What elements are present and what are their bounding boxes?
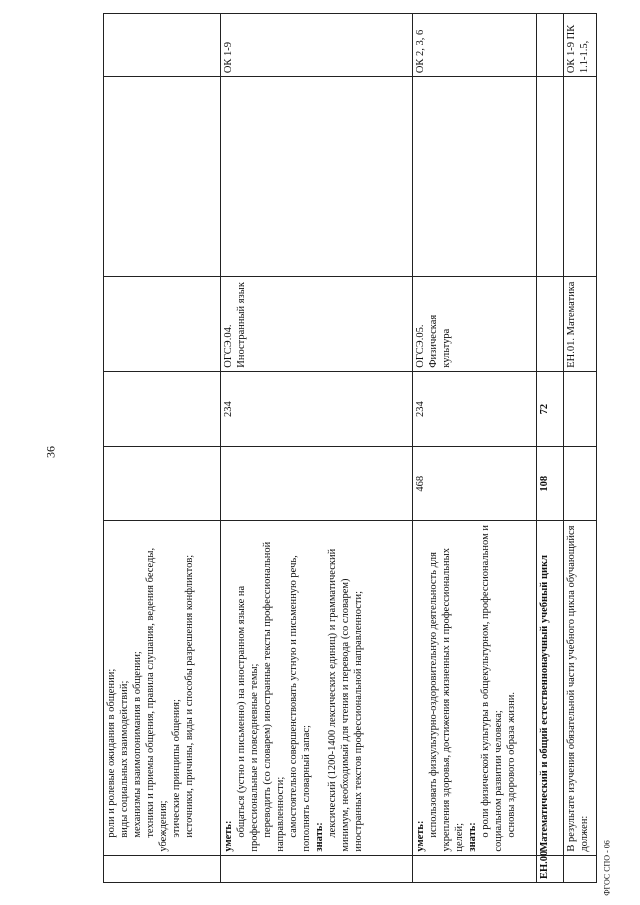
code-cell: ЕН.00	[537, 855, 564, 882]
table-row	[413, 14, 537, 883]
discipline-cell	[537, 277, 564, 372]
table-row	[221, 14, 413, 883]
text-line: техники и приемы общения, правила слушания, ведения беседы, убеждения;	[145, 547, 169, 852]
blank-cell	[537, 77, 564, 277]
text-line: использовать физкультурно-оздоровительную деятельность для укрепления здоровья, достижения жизненных и профессиональных целей;	[428, 548, 465, 852]
text-line: этические принципы общения;	[171, 699, 182, 838]
competencies-cell: ОК 2, 3, 6	[413, 14, 537, 77]
znat-label: знать:	[467, 822, 478, 852]
umet-label: уметь:	[223, 820, 234, 852]
text-line: общаться (устно и письменно) на иностранном языке на профессиональные и повседневные темы;	[236, 585, 260, 852]
discipline-cell	[104, 277, 221, 372]
text-line: самостоятельно совершенствовать устную и письменную речь, пополнять словарный запас;	[288, 555, 312, 852]
text-line: виды социальных взаимодействий;	[119, 680, 130, 838]
requirements-cell	[221, 521, 413, 856]
competencies-cell	[537, 14, 564, 77]
text-line: механизмы взаимопонимания в общении;	[132, 651, 143, 838]
competencies-cell	[104, 14, 221, 77]
code-cell	[104, 855, 221, 882]
code-cell	[221, 855, 413, 882]
class-hours-cell: 234	[413, 371, 537, 447]
total-hours-cell	[221, 447, 413, 521]
znat-label: знать:	[314, 822, 325, 852]
code-cell	[564, 855, 597, 882]
text-line: лексический (1200-1400 лексических единиц) и грамматический минимум, необходимый для чтения и перевода (со словарем) иностранных текстов профессиональной направленности;	[327, 548, 364, 852]
requirements-cell	[104, 521, 221, 856]
table-row	[104, 14, 221, 883]
text-line: о роли физической культуры в общекультурном, профессиональном и социальном развитии человека;	[480, 525, 504, 852]
class-hours-cell	[104, 371, 221, 447]
footer-code: ФГОС СПО - 06	[602, 840, 612, 896]
blank-cell	[221, 77, 413, 277]
total-hours-cell: 468	[413, 447, 537, 521]
competencies-cell: ОК 1-9 ПК 1.1-1.5,	[564, 14, 597, 77]
curriculum-table-rotated	[103, 13, 590, 883]
requirements-cell: В результате изучения обязательной части учебного цикла обучающийся должен:	[564, 521, 597, 856]
competencies-cell: ОК 1-9	[221, 14, 413, 77]
text-line: роли и ролевые ожидания в общении;	[106, 668, 117, 838]
blank-cell	[413, 77, 537, 277]
umet-label: уметь:	[415, 820, 426, 852]
total-hours-cell	[104, 447, 221, 521]
curriculum-table	[103, 13, 597, 883]
table-row	[537, 14, 564, 883]
class-hours-cell	[564, 371, 597, 447]
text-line: переводить (со словарем) иностранные тексты профессиональной направленности;	[262, 541, 286, 852]
code-cell	[413, 855, 537, 882]
total-hours-cell	[564, 447, 597, 521]
class-hours-cell: 234	[221, 371, 413, 447]
blank-cell	[564, 77, 597, 277]
blank-cell	[104, 77, 221, 277]
requirements-cell	[413, 521, 537, 856]
discipline-cell: ОГСЭ.05. Физическая культура	[413, 277, 537, 372]
discipline-cell: ОГСЭ.04. Иностранный язык	[221, 277, 413, 372]
class-hours-cell: 72	[537, 371, 564, 447]
page-number: 36	[43, 446, 58, 458]
total-hours-cell: 108	[537, 447, 564, 521]
discipline-cell: ЕН.01. Математика	[564, 277, 597, 372]
text-line: источники, причины, виды и способы разрешения конфликтов;	[184, 554, 195, 838]
text-line: основы здорового образа жизни.	[506, 692, 517, 838]
table-row	[564, 14, 597, 883]
cycle-title-cell: Математический и общий естественнонаучный учебный цикл	[537, 521, 564, 856]
